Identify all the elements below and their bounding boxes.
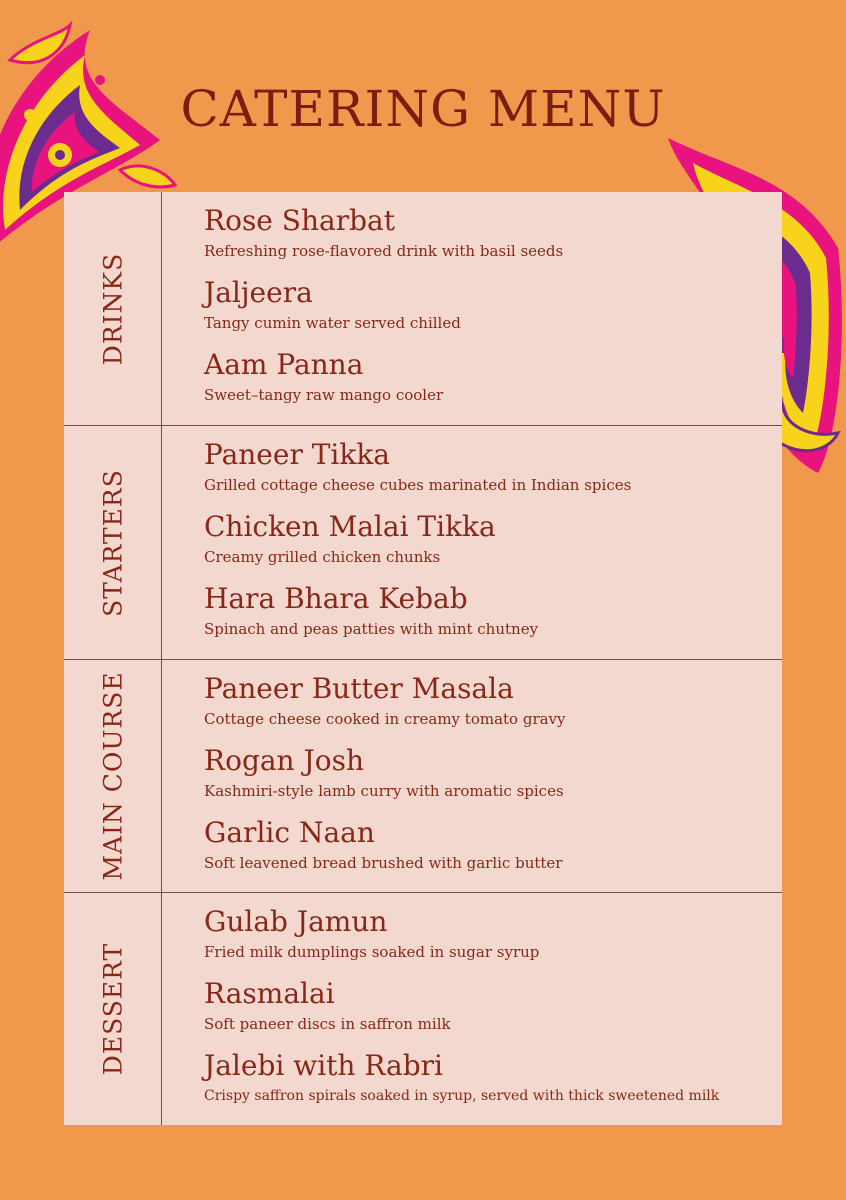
menu-card (64, 192, 782, 1125)
item-description: Creamy grilled chicken chunks (204, 548, 441, 566)
section-label-main-course: MAIN COURSE (98, 671, 127, 881)
item-description: Tangy cumin water served chilled (204, 314, 461, 332)
item-name: Garlic Naan (204, 816, 375, 849)
item-name: Hara Bhara Kebab (204, 582, 468, 615)
item-description: Refreshing rose-flavored drink with basil seeds (204, 242, 564, 260)
item-name: Gulab Jamun (204, 905, 388, 938)
section-divider (161, 192, 162, 425)
item-description: Soft paneer discs in saffron milk (204, 1015, 451, 1033)
section-items (204, 202, 774, 418)
item-name: Jalebi with Rabri (204, 1049, 444, 1082)
item-description: Spinach and peas patties with mint chutney (204, 620, 539, 638)
section-label-starters: STARTERS (98, 468, 127, 617)
section-divider (161, 893, 162, 1125)
menu-item (204, 508, 774, 580)
item-description: Crispy saffron spirals soaked in syrup, served with thick sweetened milk (204, 1088, 720, 1104)
item-name: Rose Sharbat (204, 204, 395, 237)
menu-item (204, 202, 774, 274)
item-name: Aam Panna (204, 348, 364, 381)
menu-item (204, 975, 774, 1047)
menu-item (204, 670, 774, 742)
item-description: Fried milk dumplings soaked in sugar syrup (204, 943, 540, 961)
item-name: Chicken Malai Tikka (204, 510, 496, 543)
section-divider (161, 660, 162, 892)
item-name: Rogan Josh (204, 744, 364, 777)
item-name: Paneer Butter Masala (204, 672, 514, 705)
menu-item (204, 274, 774, 346)
section-divider (161, 426, 162, 659)
section-label-drinks: DRINKS (98, 252, 127, 365)
section-items (204, 436, 774, 652)
item-name: Rasmalai (204, 977, 335, 1010)
menu-item (204, 346, 774, 418)
item-description: Soft leavened bread brushed with garlic butter (204, 854, 563, 872)
menu-item (204, 742, 774, 814)
section-label-dessert: DESSERT (98, 942, 127, 1076)
menu-item (204, 814, 774, 886)
item-description: Sweet–tangy raw mango cooler (204, 386, 444, 404)
section-drinks (64, 192, 782, 426)
section-items (204, 903, 774, 1119)
item-name: Jaljeera (204, 276, 313, 309)
item-description: Cottage cheese cooked in creamy tomato gravy (204, 710, 566, 728)
section-items (204, 670, 774, 886)
section-main-course (64, 660, 782, 893)
item-name: Paneer Tikka (204, 438, 390, 471)
section-starters (64, 426, 782, 660)
section-dessert (64, 893, 782, 1125)
menu-item (204, 436, 774, 508)
menu-item (204, 580, 774, 652)
menu-item (204, 903, 774, 975)
menu-title: CATERING MENU (180, 80, 666, 138)
item-description: Kashmiri-style lamb curry with aromatic spices (204, 782, 564, 800)
item-description: Grilled cottage cheese cubes marinated in Indian spices (204, 476, 632, 494)
menu-item (204, 1047, 774, 1119)
